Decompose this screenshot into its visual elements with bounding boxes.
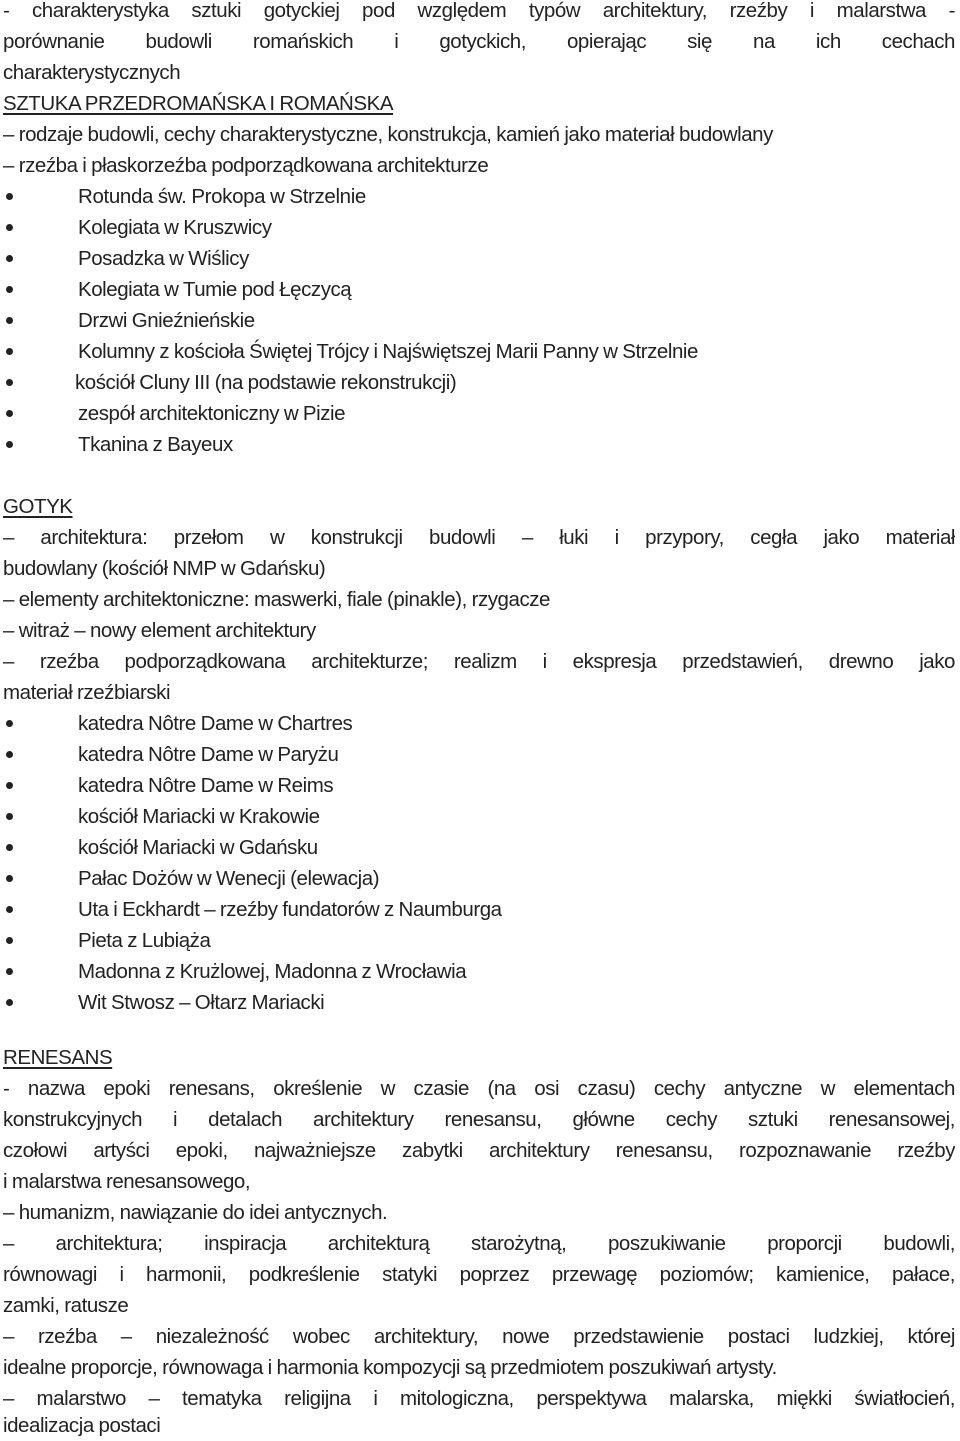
romanesque-list-item: Tkanina z Bayeux: [0, 429, 955, 460]
gothic-heading: GOTYK: [3, 495, 73, 518]
gothic-list-item: kościół Mariacki w Gdańsku: [0, 832, 955, 863]
bullet-icon: [6, 875, 13, 882]
bullet-icon: [6, 255, 13, 262]
gothic-list-item: katedra Nôtre Dame w Reims: [0, 770, 955, 801]
renaissance-line-1: - nazwa epoki renesans, określenie w czasie (na osi czasu) cechy antyczne w elementach: [3, 1077, 955, 1100]
bullet-icon: [6, 441, 13, 448]
romanesque-list-item: Kolumny z kościoła Świętej Trójcy i Najświętszej Marii Panny w Strzelnie: [0, 336, 955, 367]
bullet-icon: [6, 317, 13, 324]
gothic-list-item: Wit Stwosz – Ołtarz Mariacki: [0, 987, 955, 1018]
gothic-list-item: katedra Nôtre Dame w Chartres: [0, 708, 955, 739]
bullet-icon: [6, 751, 13, 758]
bullet-icon: [6, 813, 13, 820]
renaissance-line-7: równowagi i harmonii, podkreślenie statyki poprzez przewagę poziomów; kamienice, pałace,: [3, 1263, 955, 1286]
romanesque-dash-line-1: – rodzaje budowli, cechy charakterystyczne, konstrukcja, kamień jako materiał budowlany: [3, 123, 773, 146]
romanesque-dash-line-2: – rzeźba i płaskorzeźba podporządkowana architekturze: [3, 154, 489, 177]
romanesque-list-item: Drzwi Gnieźnieńskie: [0, 305, 955, 336]
renaissance-line-5: – humanizm, nawiązanie do idei antycznych.: [3, 1201, 388, 1224]
romanesque-heading: SZTUKA PRZEDROMAŃSKA I ROMAŃSKA: [3, 92, 394, 115]
romanesque-list-item: Kolegiata w Tumie pod Łęczycą: [0, 274, 955, 305]
bullet-icon: [6, 348, 13, 355]
intro-line-1: - charakterystyka sztuki gotyckiej pod względem typów architektury, rzeźby i malarstwa -: [3, 0, 955, 22]
gothic-list-item: Madonna z Krużlowej, Madonna z Wrocławia: [0, 956, 955, 987]
gothic-line-3: – elementy architektoniczne: maswerki, fiale (pinakle), rzygacze: [3, 588, 550, 611]
bullet-icon: [6, 999, 13, 1006]
renaissance-line-11: – malarstwo – tematyka religijna i mitologiczna, perspektywa malarska, miękki światłocień,: [3, 1387, 955, 1410]
renaissance-line-2: konstrukcyjnych i detalach architektury renesansu, główne cechy sztuki renesansowej,: [3, 1108, 955, 1131]
renaissance-line-9: – rzeźba – niezależność wobec architektury, nowe przedstawienie postaci ludzkiej, której: [3, 1325, 955, 1348]
romanesque-list-item: zespół architektoniczny w Pizie: [0, 398, 955, 429]
gothic-list-item: Uta i Eckhardt – rzeźby fundatorów z Naumburga: [0, 894, 955, 925]
bullet-icon: [6, 844, 13, 851]
gothic-line-2: budowlany (kościół NMP w Gdańsku): [3, 557, 326, 580]
renaissance-line-10: idealne proporcje, równowaga i harmonia kompozycji są przedmiotem poszukiwań artysty.: [3, 1356, 777, 1379]
renaissance-line-6: – architektura; inspiracja architekturą starożytną, poszukiwanie proporcji budowli,: [3, 1232, 955, 1255]
bullet-icon: [6, 286, 13, 293]
romanesque-list-item: Posadzka w Wiślicy: [0, 243, 955, 274]
bullet-icon: [6, 937, 13, 944]
romanesque-list-item: kościół Cluny III (na podstawie rekonstrukcji): [0, 367, 955, 398]
bullet-icon: [6, 410, 13, 417]
romanesque-list-item: Rotunda św. Prokopa w Strzelnie: [0, 181, 955, 212]
bullet-icon: [6, 193, 13, 200]
gothic-list-item: Pieta z Lubiąża: [0, 925, 955, 956]
gothic-list-item: Pałac Dożów w Wenecji (elewacja): [0, 863, 955, 894]
renaissance-line-12: idealizacja postaci: [3, 1414, 161, 1437]
renaissance-line-4: i malarstwa renesansowego,: [3, 1170, 251, 1193]
gothic-list-item: kościół Mariacki w Krakowie: [0, 801, 955, 832]
gothic-list-item: katedra Nôtre Dame w Paryżu: [0, 739, 955, 770]
bullet-icon: [6, 782, 13, 789]
intro-line-2: porównanie budowli romańskich i gotyckich, opierając się na ich cechach: [3, 30, 955, 53]
gothic-line-1: – architektura: przełom w konstrukcji budowli – łuki i przypory, cegła jako materiał: [3, 526, 955, 549]
renaissance-line-3: czołowi artyści epoki, najważniejsze zabytki architektury renesansu, rozpoznawanie rzeźby: [3, 1139, 955, 1162]
gothic-line-5: – rzeźba podporządkowana architekturze; realizm i ekspresja przedstawień, drewno jako: [3, 650, 955, 673]
gothic-line-4: – witraż – nowy element architektury: [3, 619, 316, 642]
renaissance-heading: RENESANS: [3, 1046, 113, 1069]
gothic-line-6: materiał rzeźbiarski: [3, 681, 171, 704]
bullet-icon: [6, 968, 13, 975]
bullet-icon: [6, 379, 13, 386]
bullet-icon: [6, 906, 13, 913]
bullet-icon: [6, 224, 13, 231]
bullet-icon: [6, 720, 13, 727]
intro-line-3: charakterystycznych: [3, 61, 181, 84]
romanesque-list-item: Kolegiata w Kruszwicy: [0, 212, 955, 243]
renaissance-line-8: zamki, ratusze: [3, 1294, 129, 1317]
